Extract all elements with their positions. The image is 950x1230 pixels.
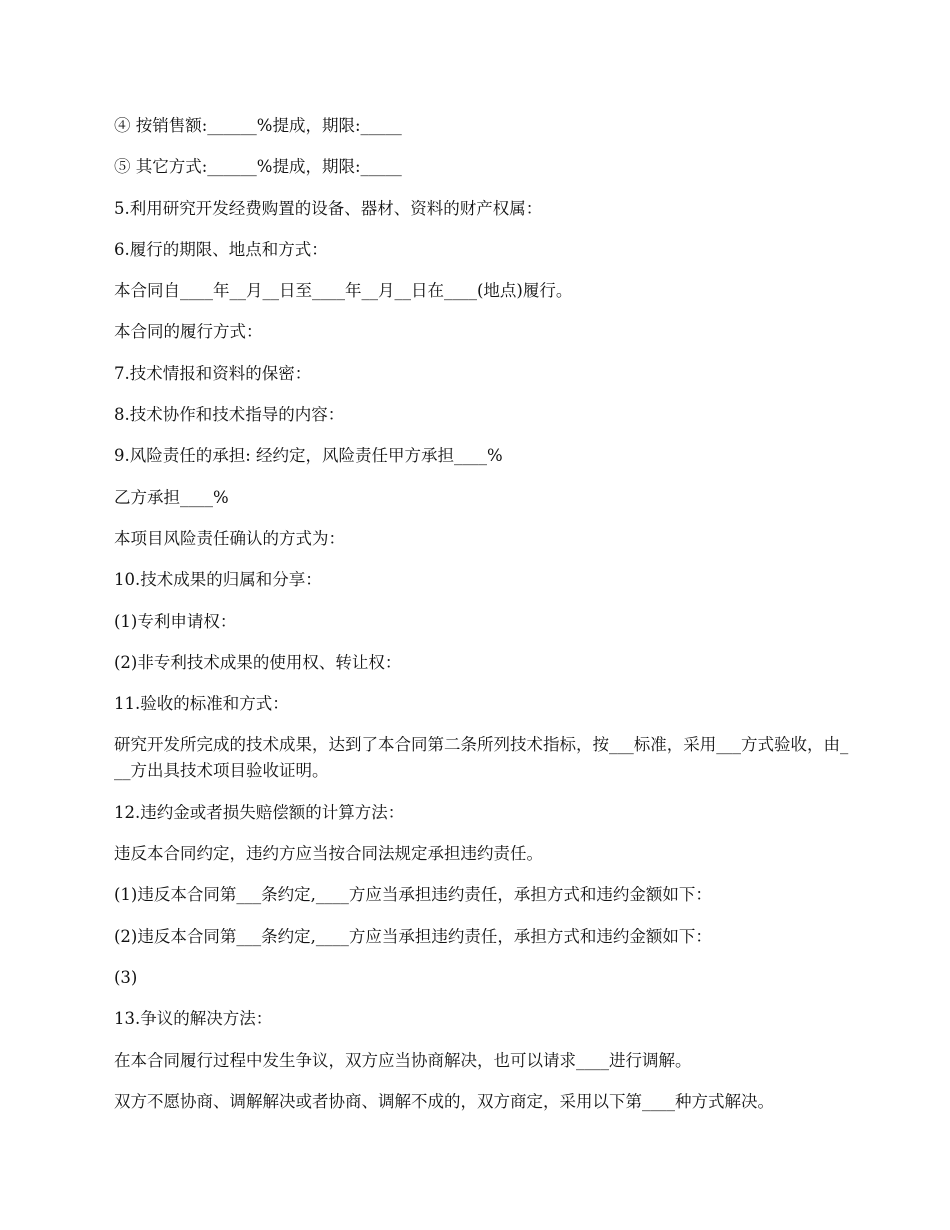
paragraph-royalty-sales: ④ 按销售额:______%提成，期限:_____ — [114, 116, 402, 135]
paragraph-non-patent-right: (2)非专利技术成果的使用权、转让权： — [114, 652, 402, 672]
clause-11-heading: 11.验收的标准和方式： — [114, 694, 289, 714]
paragraph-dispute-mediation: 在本合同履行过程中发生争议，双方应当协商解决，也可以请求____进行调解。 — [114, 1050, 692, 1070]
paragraph-breach-liability: 违反本合同约定，违约方应当按合同法规定承担违约责任。 — [114, 844, 543, 864]
paragraph-party-b-risk: 乙方承担____% — [114, 487, 229, 507]
paragraph-dispute-resolution: 双方不愿协商、调解解决或者协商、调解不成的，双方商定，采用以下第____种方式解决。 — [114, 1091, 774, 1111]
clause-10-heading: 10.技术成果的归属和分享： — [114, 570, 322, 590]
paragraph-breach-item-1: (1)违反本合同第___条约定,____方应当承担违约责任，承担方式和违约金额如下： — [114, 885, 712, 905]
paragraph-acceptance: 研究开发所完成的技术成果，达到了本合同第二条所列技术指标，按___标准，采用___方式验收，由___方出具技术项目验收证明。 — [114, 735, 849, 781]
clause-8-heading: 8.技术协作和技术指导的内容： — [114, 405, 345, 425]
paragraph-risk-confirmation: 本项目风险责任确认的方式为： — [114, 528, 345, 548]
paragraph-performance-period: 本合同自____年__月__日至____年__月__日在____(地点)履行。 — [114, 281, 573, 301]
clause-6-heading: 6.履行的期限、地点和方式： — [114, 239, 328, 259]
clause-12-heading: 12.违约金或者损失赔偿额的计算方法： — [114, 802, 405, 822]
paragraph-royalty-other: ⑤ 其它方式:______%提成，期限:_____ — [114, 157, 402, 177]
clause-5-heading: 5.利用研究开发经费购置的设备、器材、资料的财产权属： — [114, 198, 543, 218]
document-body — [114, 113, 854, 1130]
paragraph-breach-item-3: (3) — [114, 967, 138, 987]
clause-7-heading: 7.技术情报和资料的保密： — [114, 363, 312, 383]
paragraph-breach-item-2: (2)违反本合同第___条约定,____方应当承担违约责任，承担方式和违约金额如下： — [114, 926, 712, 946]
clause-9-heading: 9.风险责任的承担: 经约定，风险责任甲方承担____% — [114, 446, 503, 466]
paragraph-patent-right: (1)专利申请权： — [114, 611, 237, 631]
clause-13-heading: 13.争议的解决方法： — [114, 1009, 273, 1029]
paragraph-performance-method: 本合同的履行方式： — [114, 322, 263, 342]
